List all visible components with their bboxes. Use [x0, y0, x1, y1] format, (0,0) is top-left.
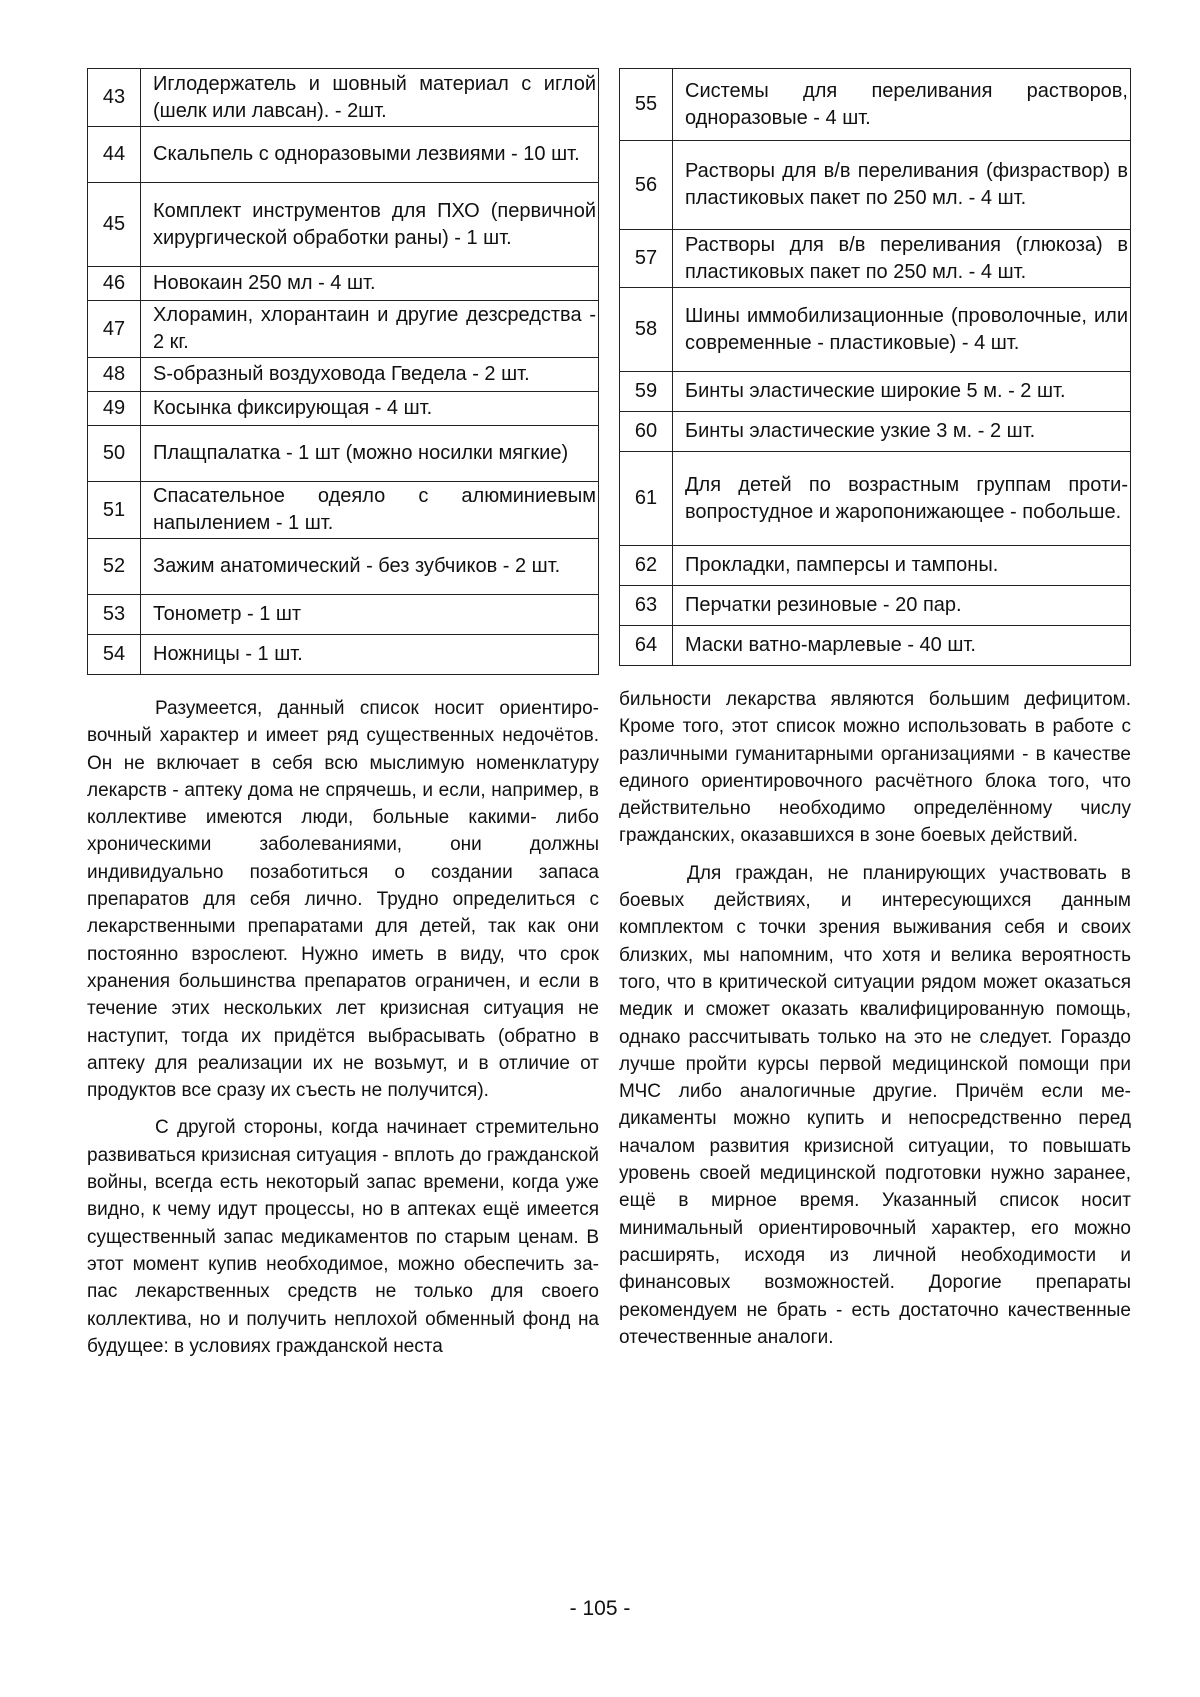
item-number: 62 — [620, 546, 673, 586]
item-text: Косынка фиксирующая - 4 шт. — [141, 392, 599, 426]
item-number: 49 — [88, 392, 141, 426]
item-text: Плащпалатка - 1 шт (можно носилки мягкие) — [141, 426, 599, 482]
item-number: 46 — [88, 267, 141, 301]
table-row — [88, 183, 599, 267]
item-number: 48 — [88, 358, 141, 392]
item-number: 56 — [620, 141, 673, 230]
item-number: 50 — [88, 426, 141, 482]
table-row — [88, 635, 599, 675]
paragraph: Разумеется, данный список носит ориентировочный характер и имеет ряд существенных недочётов. Он не включает в себя всю мыслимую номенклатуру лекарств - аптеку дома не спрячешь, и если, например, в коллективе имеются люди, больные какими- либо хроническими заболеваниями, они должны индивидуально позаботиться о создании запаса препаратов для себя лично. Трудно определиться с лекарственными препаратами для детей, так как они постоянно взрослеют. Нужно иметь в виду, что срок хранения большинства препаратов ограничен, и если в течение этих нескольких лет кризисная ситуация не наступит, тогда их придётся выбрасывать (обратно в аптеку для реализации их не возьмут, и в отличие от продуктов все сразу их съесть не получится). — [87, 698, 599, 1102]
item-text: Бинты эластические узкие 3 м. - 2 шт. — [673, 412, 1131, 452]
items-table-right — [619, 68, 1131, 666]
item-number: 53 — [88, 595, 141, 635]
table-row — [620, 452, 1131, 546]
left-text — [87, 695, 599, 1360]
table-row — [88, 127, 599, 183]
right-column — [619, 68, 1131, 1361]
table-row — [88, 392, 599, 426]
item-number: 51 — [88, 482, 141, 539]
table-row — [620, 546, 1131, 586]
item-text: Ножницы - 1 шт. — [141, 635, 599, 675]
table-row — [620, 230, 1131, 288]
table-row — [88, 358, 599, 392]
paragraph: С другой стороны, когда начинает стремительно развиваться кризисная ситуация - вплоть до гражданской войны, всегда есть некоторый запас времени, когда уже видно, к чему идут процессы, но в аптеках ещё имеется существенный запас медикаментов по старым ценам. В этот момент купив необходимое, можно обеспечить запас лекарственных средств не только для своего коллектива, но и получить неплохой обменный фонд на будущее: в условиях гражданской неста — [87, 1117, 599, 1357]
right-text — [619, 686, 1131, 1351]
item-number: 45 — [88, 183, 141, 267]
item-number: 60 — [620, 412, 673, 452]
paragraph: Для граждан, не планирующих участвовать в боевых действиях, и интересующихся данным комплектом с точки зрения выживания себя и своих близких, мы напомним, что хотя и велика вероятность того, что в критической ситуации рядом может оказаться медик и сможет оказать квалифицированную помощь, однако рассчитывать только на это не следует. Гораздо лучше пройти курсы первой медицинской помощи при МЧС либо аналогичные другие. Причём если медикаменты можно купить и непосредственно перед началом развития кризисной ситуации, то повышать уровень своей медицинской подготовки нужно заранее, ещё в мирное время. Указанный список носит минимальный ориентировочный характер, его можно расширять, исходя из личной необходимости и финансовых возможностей. Дорогие препараты рекомендуем не брать - есть достаточно качественные отечественные аналоги. — [619, 862, 1131, 1348]
item-number: 55 — [620, 69, 673, 141]
table-row — [88, 301, 599, 358]
table-row — [620, 372, 1131, 412]
table-row — [88, 595, 599, 635]
table-row — [88, 482, 599, 539]
table-row — [620, 141, 1131, 230]
page-number: - 105 - — [569, 1597, 631, 1620]
item-number: 43 — [88, 69, 141, 127]
item-number: 52 — [88, 539, 141, 595]
item-text: Спасательное одеяло с алюминиевым напылением - 1 шт. — [141, 482, 599, 539]
item-text: Бинты эластические широкие 5 м. - 2 шт. — [673, 372, 1131, 412]
item-text: Комплект инструментов для ПХО (первичной хирургической обработки раны) - 1 шт. — [141, 183, 599, 267]
item-text: Растворы для в/в переливания (глюкоза) в пластиковых пакет по 250 мл. - 4 шт. — [673, 230, 1131, 288]
table-row — [88, 539, 599, 595]
item-number: 44 — [88, 127, 141, 183]
paragraph: бильности лекарства являются большим дефицитом. Кроме того, этот список можно использовать в работе с различными гуманитарными организациями - в качестве единого ориентировочного расчётного блока того, что действительно необходимо определённому числу гражданских, оказавшихся в зоне боевых действий. — [619, 689, 1131, 847]
table-row — [620, 626, 1131, 666]
item-text: S-образный воздуховода Гведела - 2 шт. — [141, 358, 599, 392]
item-text: Зажим анатомический - без зубчиков - 2 шт. — [141, 539, 599, 595]
item-number: 64 — [620, 626, 673, 666]
item-number: 58 — [620, 288, 673, 372]
item-number: 54 — [88, 635, 141, 675]
item-text: Новокаин 250 мл - 4 шт. — [141, 267, 599, 301]
item-text: Для детей по возрастным группам противопростудное и жаропонижающее - побольше. — [673, 452, 1131, 546]
item-text: Маски ватно-марлевые - 40 шт. — [673, 626, 1131, 666]
item-text: Перчатки резиновые - 20 пар. — [673, 586, 1131, 626]
item-number: 63 — [620, 586, 673, 626]
item-text: Скальпель с одноразовыми лезвиями - 10 шт. — [141, 127, 599, 183]
item-text: Системы для переливания растворов, одноразовые - 4 шт. — [673, 69, 1131, 141]
item-text: Шины иммобилизационные (проволочные, или современные - пластиковые) - 4 шт. — [673, 288, 1131, 372]
item-number: 57 — [620, 230, 673, 288]
table-row — [620, 586, 1131, 626]
item-number: 61 — [620, 452, 673, 546]
table-row — [620, 412, 1131, 452]
table-row — [88, 69, 599, 127]
items-table-left — [87, 68, 599, 675]
item-text: Хлорамин, хлорантаин и другие дезсредства - 2 кг. — [141, 301, 599, 358]
item-text: Тонометр - 1 шт — [141, 595, 599, 635]
item-text: Прокладки, памперсы и тампоны. — [673, 546, 1131, 586]
table-row — [88, 267, 599, 301]
item-text: Иглодержатель и шовный материал с иглой (шелк или лавсан). - 2шт. — [141, 69, 599, 127]
left-column — [87, 68, 599, 1370]
table-row — [88, 426, 599, 482]
item-text: Растворы для в/в переливания (физраствор) в пластиковых пакет по 250 мл. - 4 шт. — [673, 141, 1131, 230]
table-row — [620, 288, 1131, 372]
item-number: 47 — [88, 301, 141, 358]
table-row — [620, 69, 1131, 141]
item-number: 59 — [620, 372, 673, 412]
